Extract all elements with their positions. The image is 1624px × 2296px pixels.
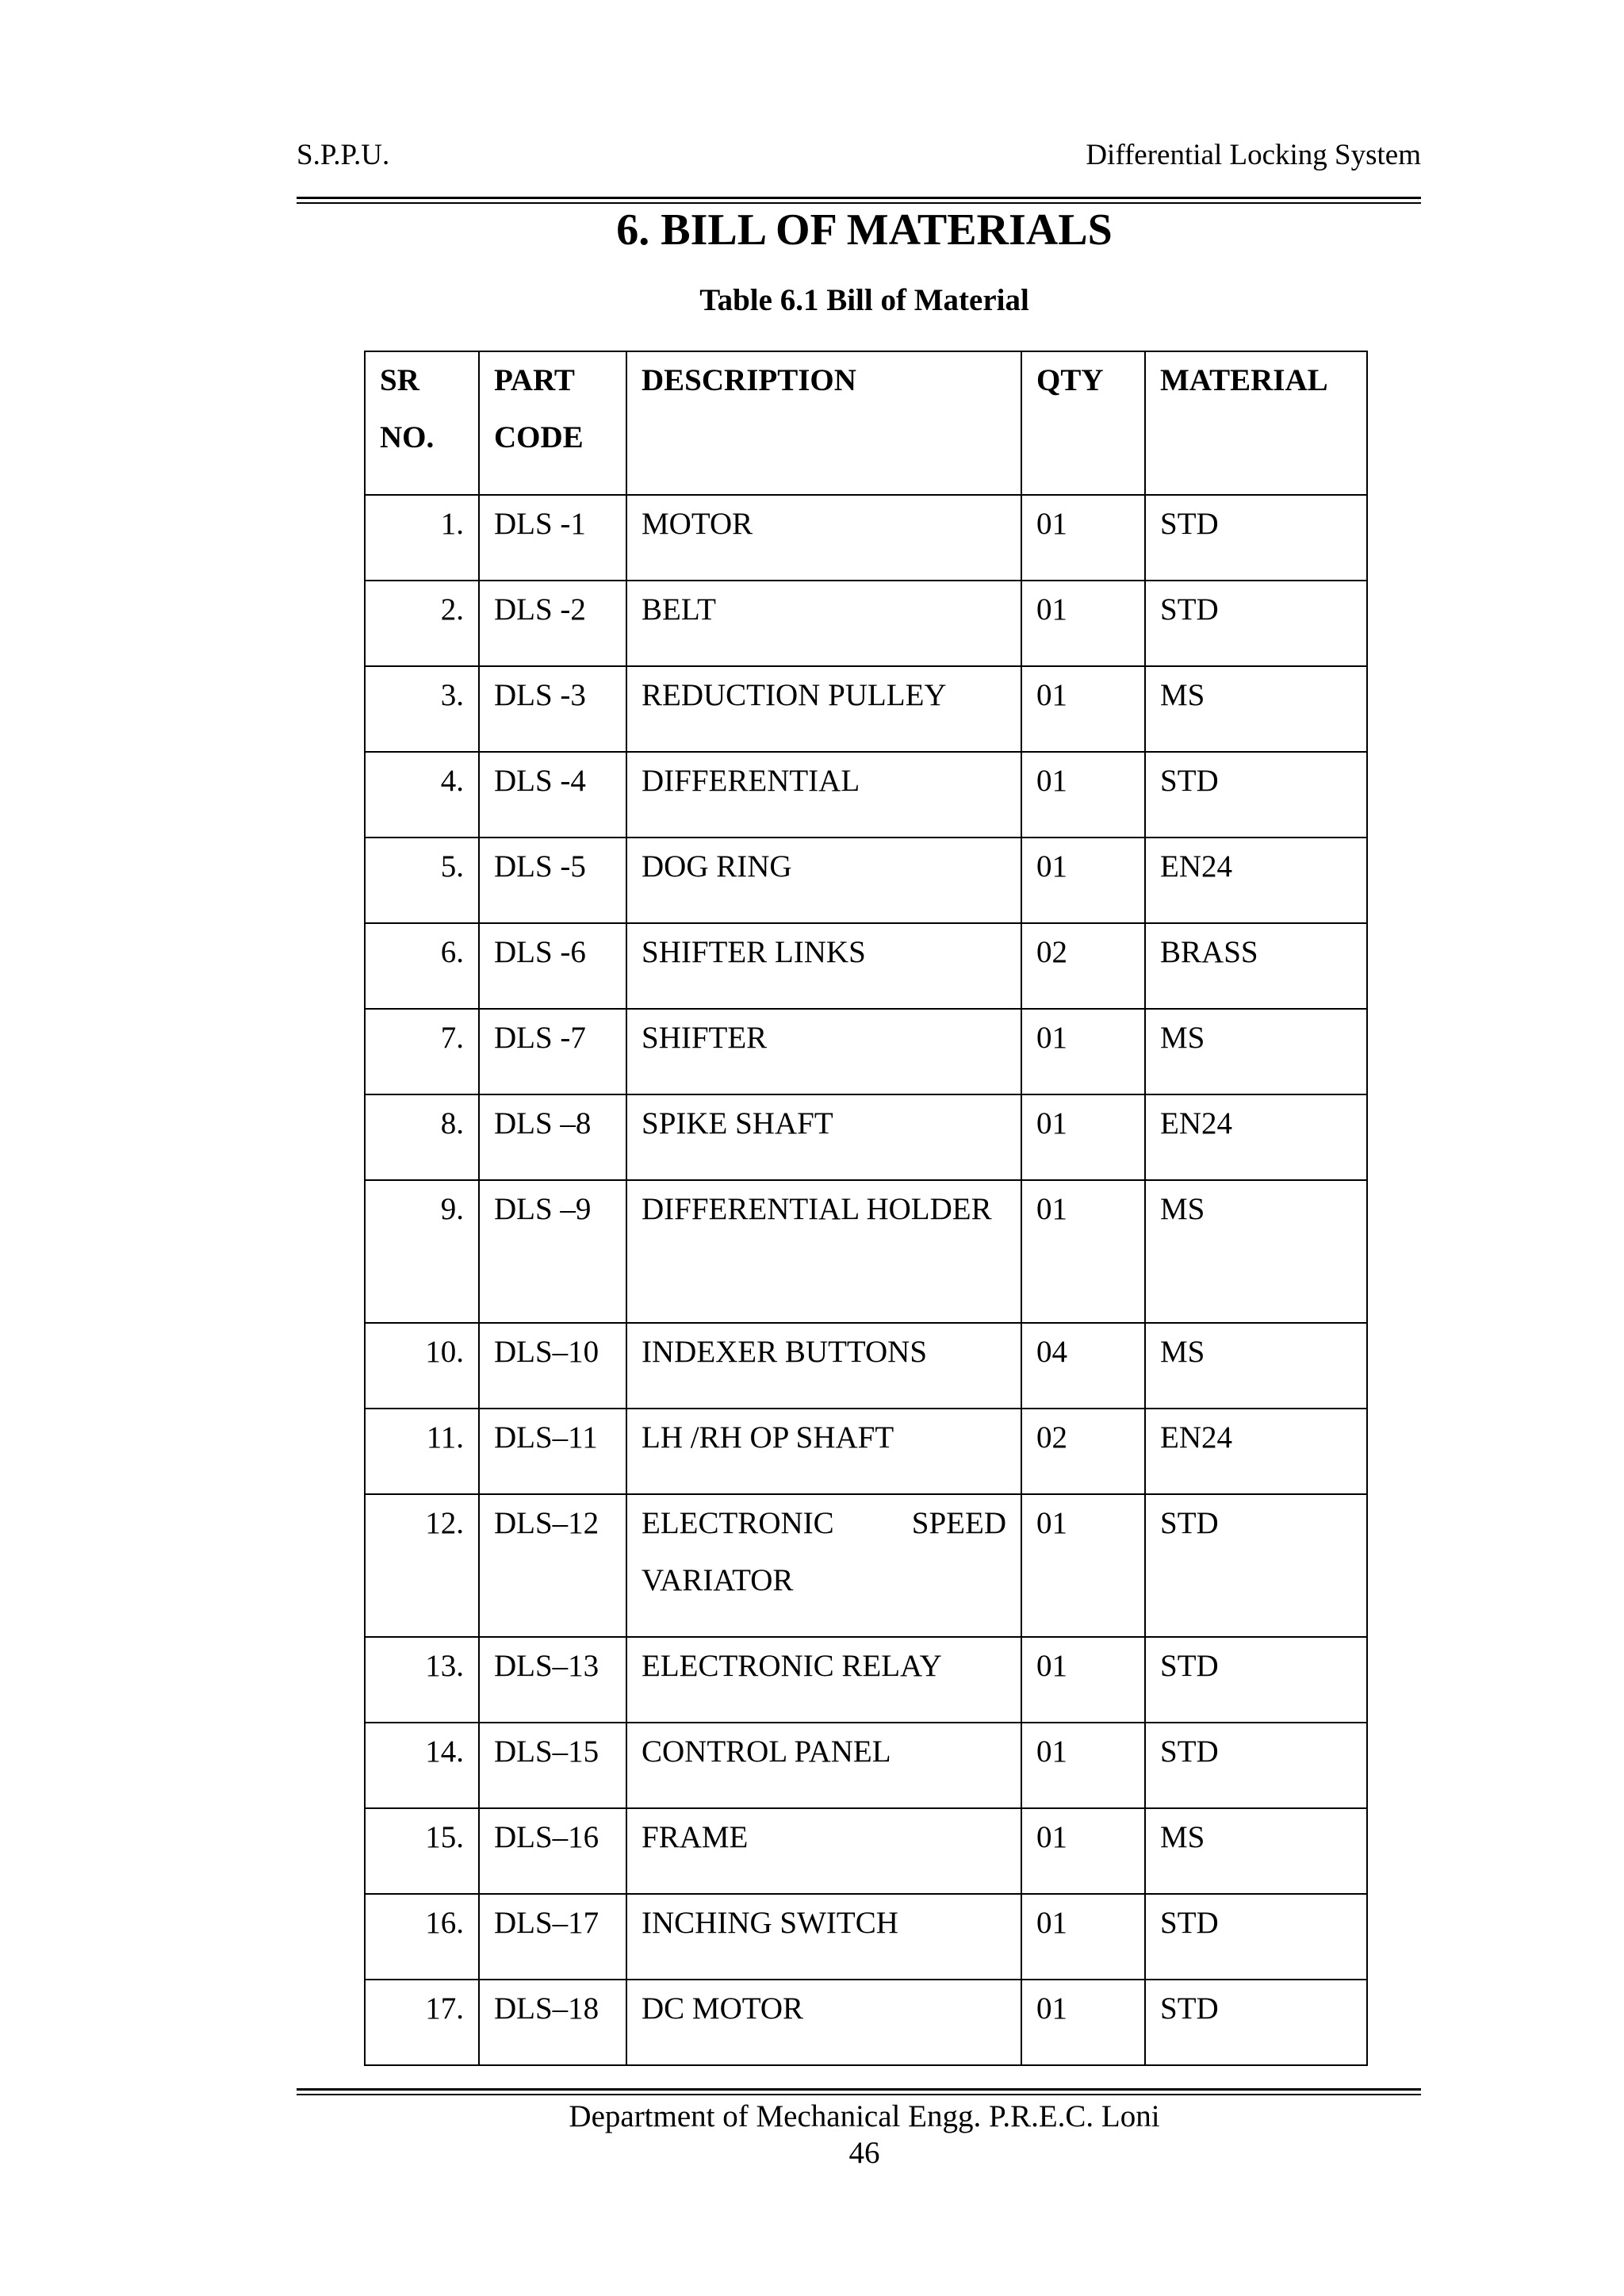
table-row [365, 1980, 1367, 2065]
running-header-left: S.P.P.U. [297, 139, 390, 171]
table-row [365, 1009, 1367, 1094]
running-header-right: Differential Locking System [1086, 139, 1421, 171]
table-row [365, 1637, 1367, 1723]
cell-material: STD [1145, 1980, 1367, 2065]
cell-description: BELT [626, 581, 1021, 666]
cell-qty: 01 [1021, 1180, 1145, 1323]
cell-qty: 01 [1021, 1723, 1145, 1808]
cell-part-code: DLS -7 [479, 1009, 626, 1094]
cell-part-code: DLS -5 [479, 838, 626, 923]
table-row [365, 838, 1367, 923]
cell-sr-no: 3. [365, 666, 479, 752]
cell-material: BRASS [1145, 923, 1367, 1009]
cell-description: FRAME [626, 1808, 1021, 1894]
footer-rule [297, 2088, 1421, 2095]
table-row [365, 1409, 1367, 1494]
cell-material: STD [1145, 1494, 1367, 1637]
cell-part-code: DLS -3 [479, 666, 626, 752]
header-sr-line2: NO. [380, 420, 435, 454]
header-sr-no [365, 351, 479, 495]
cell-material: MS [1145, 1323, 1367, 1409]
cell-qty: 01 [1021, 1894, 1145, 1980]
header-code-line1: PART [494, 363, 575, 397]
footer-department: Department of Mechanical Engg. P.R.E.C. Loni [569, 2099, 1160, 2133]
table-row [365, 1723, 1367, 1808]
cell-description: LH /RH OP SHAFT [626, 1409, 1021, 1494]
cell-qty: 01 [1021, 1637, 1145, 1723]
cell-sr-no: 12. [365, 1494, 479, 1637]
cell-sr-no: 17. [365, 1980, 479, 2065]
cell-qty: 02 [1021, 923, 1145, 1009]
header-description: DESCRIPTION [626, 351, 1021, 495]
cell-qty: 01 [1021, 666, 1145, 752]
cell-description: DOG RING [626, 838, 1021, 923]
chapter-title: 6. BILL OF MATERIALS [616, 205, 1113, 255]
table-row [365, 666, 1367, 752]
cell-part-code: DLS –9 [479, 1180, 626, 1323]
cell-part-code: DLS -2 [479, 581, 626, 666]
table-row [365, 1180, 1367, 1323]
table-row [365, 752, 1367, 838]
cell-description: REDUCTION PULLEY [626, 666, 1021, 752]
cell-sr-no: 10. [365, 1323, 479, 1409]
table-row [365, 1094, 1367, 1180]
cell-material: MS [1145, 1009, 1367, 1094]
cell-material: STD [1145, 752, 1367, 838]
cell-part-code: DLS–10 [479, 1323, 626, 1409]
cell-sr-no: 8. [365, 1094, 479, 1180]
table-row [365, 1323, 1367, 1409]
cell-description: DIFFERENTIAL [626, 752, 1021, 838]
cell-qty: 01 [1021, 1094, 1145, 1180]
cell-qty: 01 [1021, 1009, 1145, 1094]
table-row [365, 1894, 1367, 1980]
table-header-row [365, 351, 1367, 495]
cell-sr-no: 14. [365, 1723, 479, 1808]
cell-description: CONTROL PANEL [626, 1723, 1021, 1808]
cell-sr-no: 9. [365, 1180, 479, 1323]
cell-qty: 01 [1021, 838, 1145, 923]
cell-description: INCHING SWITCH [626, 1894, 1021, 1980]
cell-material: STD [1145, 1894, 1367, 1980]
table-row [365, 581, 1367, 666]
cell-material: EN24 [1145, 1409, 1367, 1494]
cell-sr-no: 4. [365, 752, 479, 838]
cell-material: STD [1145, 495, 1367, 581]
cell-material: EN24 [1145, 838, 1367, 923]
cell-qty: 02 [1021, 1409, 1145, 1494]
cell-part-code: DLS–15 [479, 1723, 626, 1808]
cell-qty: 01 [1021, 1808, 1145, 1894]
header-part-code [479, 351, 626, 495]
cell-part-code: DLS–13 [479, 1637, 626, 1723]
cell-qty: 01 [1021, 1494, 1145, 1637]
cell-material: MS [1145, 1808, 1367, 1894]
cell-part-code: DLS–17 [479, 1894, 626, 1980]
table-row [365, 1808, 1367, 1894]
cell-part-code: DLS -1 [479, 495, 626, 581]
cell-sr-no: 7. [365, 1009, 479, 1094]
header-code-line2: CODE [494, 420, 584, 454]
cell-sr-no: 11. [365, 1409, 479, 1494]
cell-sr-no: 13. [365, 1637, 479, 1723]
cell-description: MOTOR [626, 495, 1021, 581]
bill-of-materials-table [364, 351, 1368, 2066]
cell-description: ELECTRONIC RELAY [626, 1637, 1021, 1723]
cell-part-code: DLS–18 [479, 1980, 626, 2065]
header-material: MATERIAL [1145, 351, 1367, 495]
cell-part-code: DLS –8 [479, 1094, 626, 1180]
cell-material: MS [1145, 1180, 1367, 1323]
cell-sr-no: 2. [365, 581, 479, 666]
cell-qty: 01 [1021, 752, 1145, 838]
cell-part-code: DLS–11 [479, 1409, 626, 1494]
cell-material: STD [1145, 1637, 1367, 1723]
cell-sr-no: 1. [365, 495, 479, 581]
cell-description: INDEXER BUTTONS [626, 1323, 1021, 1409]
cell-description: SHIFTER LINKS [626, 923, 1021, 1009]
cell-sr-no: 15. [365, 1808, 479, 1894]
cell-description: SPIKE SHAFT [626, 1094, 1021, 1180]
table-row [365, 1494, 1367, 1637]
cell-sr-no: 6. [365, 923, 479, 1009]
cell-part-code: DLS -4 [479, 752, 626, 838]
cell-material: STD [1145, 581, 1367, 666]
table-caption: Table 6.1 Bill of Material [699, 283, 1029, 317]
cell-material: MS [1145, 666, 1367, 752]
cell-description: ELECTRONIC SPEED VARIATOR [626, 1494, 1021, 1637]
cell-part-code: DLS -6 [479, 923, 626, 1009]
page-number: 46 [848, 2136, 880, 2170]
table-row [365, 923, 1367, 1009]
cell-qty: 01 [1021, 495, 1145, 581]
cell-sr-no: 5. [365, 838, 479, 923]
cell-description: SHIFTER [626, 1009, 1021, 1094]
table-body [365, 495, 1367, 2065]
cell-description: DC MOTOR [626, 1980, 1021, 2065]
cell-qty: 04 [1021, 1323, 1145, 1409]
header-qty: QTY [1021, 351, 1145, 495]
cell-material: EN24 [1145, 1094, 1367, 1180]
cell-material: STD [1145, 1723, 1367, 1808]
cell-sr-no: 16. [365, 1894, 479, 1980]
cell-description: DIFFERENTIAL HOLDER [626, 1180, 1021, 1323]
cell-part-code: DLS–16 [479, 1808, 626, 1894]
table-row [365, 495, 1367, 581]
header-sr-line1: SR [380, 363, 419, 397]
cell-part-code: DLS–12 [479, 1494, 626, 1637]
cell-qty: 01 [1021, 1980, 1145, 2065]
cell-qty: 01 [1021, 581, 1145, 666]
